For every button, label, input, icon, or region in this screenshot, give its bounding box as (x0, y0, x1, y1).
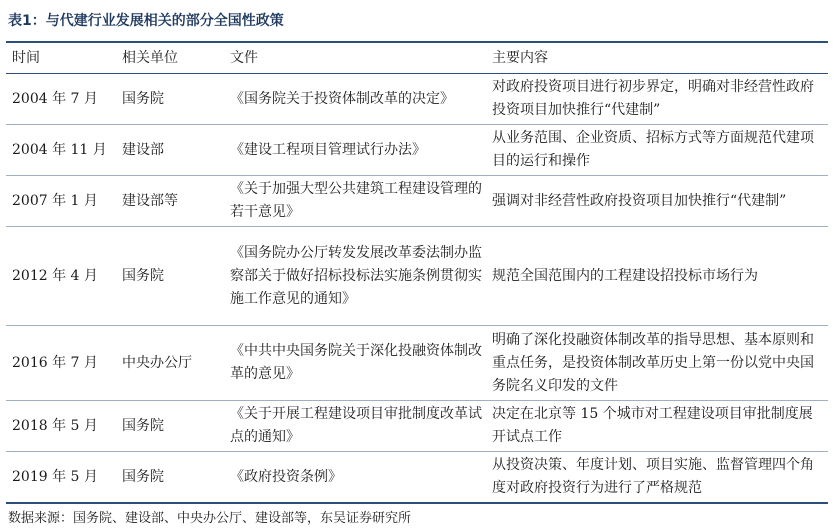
cell-time: 2019 年 5 月 (6, 452, 116, 504)
header-time: 时间 (6, 43, 116, 74)
cell-time: 2016 年 7 月 (6, 326, 116, 401)
table-row (6, 401, 828, 452)
cell-unit: 国务院 (116, 401, 224, 452)
cell-file: 《关于加强大型公共建筑工程建设管理的若干意见》 (224, 176, 486, 227)
table-row (6, 326, 828, 401)
cell-time: 2007 年 1 月 (6, 176, 116, 227)
table-row (6, 74, 828, 125)
cell-unit: 中央办公厅 (116, 326, 224, 401)
cell-content: 从投资决策、年度计划、项目实施、监督管理四个角度对政府投资行为进行了严格规范 (486, 452, 828, 504)
cell-unit: 国务院 (116, 227, 224, 326)
cell-file: 《建设工程项目管理试行办法》 (224, 125, 486, 176)
cell-unit: 建设部 (116, 125, 224, 176)
header-content: 主要内容 (486, 43, 828, 74)
cell-file: 《政府投资条例》 (224, 452, 486, 504)
cell-time: 2004 年 11 月 (6, 125, 116, 176)
policy-table (6, 43, 828, 504)
cell-file: 《国务院办公厅转发发展改革委法制办监察部关于做好招标投标法实施条例贯彻实施工作意见的通知》 (224, 227, 486, 326)
header-unit: 相关单位 (116, 43, 224, 74)
source-note: 数据来源：国务院、建设部、中央办公厅、建设部等，东吴证券研究所 (8, 511, 412, 526)
cell-content: 从业务范围、企业资质、招标方式等方面规范代建项目的运行和操作 (486, 125, 828, 176)
table-row (6, 227, 828, 326)
cell-content: 强调对非经营性政府投资项目加快推行“代建制” (486, 176, 828, 227)
cell-content: 对政府投资项目进行初步界定，明确对非经营性政府投资项目加快推行“代建制” (486, 74, 828, 125)
cell-file: 《国务院关于投资体制改革的决定》 (224, 74, 486, 125)
cell-unit: 建设部等 (116, 176, 224, 227)
cell-time: 2004 年 7 月 (6, 74, 116, 125)
cell-file: 《关于开展工程建设项目审批制度改革试点的通知》 (224, 401, 486, 452)
cell-time: 2018 年 5 月 (6, 401, 116, 452)
cell-file: 《中共中央国务院关于深化投融资体制改革的意见》 (224, 326, 486, 401)
cell-unit: 国务院 (116, 452, 224, 504)
header-file: 文件 (224, 43, 486, 74)
table-row (6, 176, 828, 227)
table-row (6, 125, 828, 176)
cell-time: 2012 年 4 月 (6, 227, 116, 326)
cell-unit: 国务院 (116, 74, 224, 125)
cell-content: 决定在北京等 15 个城市对工程建设项目审批制度展开试点工作 (486, 401, 828, 452)
table-row (6, 452, 828, 504)
table-title: 表1：与代建行业发展相关的部分全国性政策 (8, 13, 284, 29)
header-row (6, 43, 828, 74)
cell-content: 规范全国范围内的工程建设招投标市场行为 (486, 227, 828, 326)
cell-content: 明确了深化投融资体制改革的指导思想、基本原则和重点任务，是投资体制改革历史上第一份以党中央国务院名义印发的文件 (486, 326, 828, 401)
